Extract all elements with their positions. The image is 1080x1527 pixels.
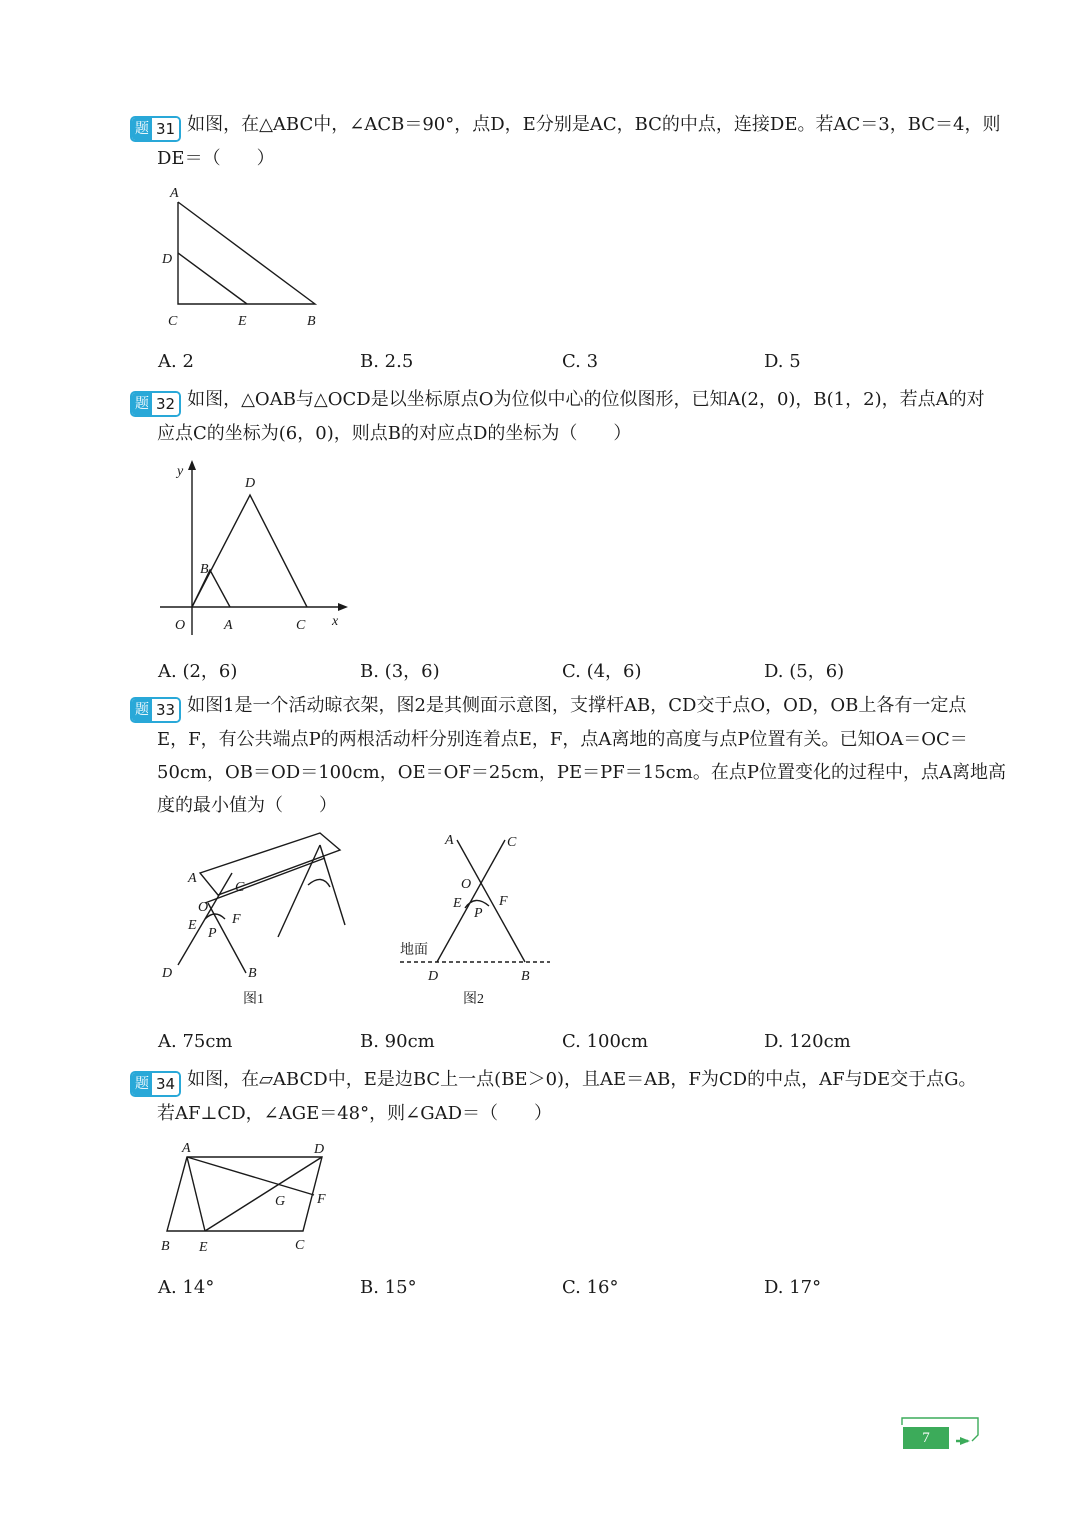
q34-option-d[interactable]: D. 17° [764,1277,822,1298]
q32-option-d[interactable]: D. (5，6) [764,661,845,682]
fig31-label-c: C [168,314,178,329]
question-33-text-4: 度的最小值为（ ） [157,795,337,816]
q32-option-b[interactable]: B. (3，6) [360,661,440,682]
fig33b-label-e: E [453,896,462,911]
q34-option-b[interactable]: B. 15° [360,1277,417,1298]
q32-option-a[interactable]: A. (2，6) [158,661,238,682]
question-33-text-3: 50cm，OB＝OD＝100cm，OE＝OF＝25cm，PE＝PF＝15cm。在点P位置变化的过程中，点A离地高 [157,762,1006,783]
q32-option-c[interactable]: C. (4，6) [562,661,642,682]
q31-option-d[interactable]: D. 5 [764,351,801,372]
question-34 [130,1063,1010,1130]
page-number: 7 [903,1427,949,1449]
x-axis-arrow-icon [338,603,348,611]
q31-option-a[interactable]: A. 2 [158,351,194,372]
q33-option-c[interactable]: C. 100cm [562,1031,649,1052]
fig32-label-b: B [200,562,209,577]
q33-option-b[interactable]: B. 90cm [360,1031,435,1052]
fig33a-label-o: O [198,900,209,915]
fig31-label-d: D [162,252,173,267]
fig33a-label-f: F [232,912,241,927]
fig34-label-f: F [317,1192,326,1207]
q31-option-b[interactable]: B. 2.5 [360,351,414,372]
fig32-label-o: O [175,618,186,633]
question-34-text-1: 如图，在▱ABCD中，E是边BC上一点(BE＞0)，且AE＝AB，F为CD的中点，AF与DE交于点G。 [187,1069,977,1090]
fig34-label-c: C [295,1238,305,1253]
question-31-figure [150,180,340,335]
question-33-text-1: 如图1是一个活动晾衣架，图2是其侧面示意图，支撑杆AB，CD交于点O，OD，OB上各有一定点 [187,695,967,716]
q34-option-c[interactable]: C. 16° [562,1277,619,1298]
question-33-badge: 题 33 [130,697,181,723]
fig33b-label-c: C [507,835,517,850]
fig33a-label-d: D [162,966,173,981]
fig33b-label-f: F [499,894,508,909]
fig33a-label-p: P [208,926,217,941]
question-33-figure-1 [150,825,360,1015]
fig32-label-a: A [224,618,233,633]
question-31-line-1 [130,108,1010,142]
question-34-badge: 题 34 [130,1071,181,1097]
fig33a-label-b: B [248,966,257,981]
fig34-label-d: D [314,1142,325,1157]
q33-option-a[interactable]: A. 75cm [158,1031,233,1052]
question-31 [130,108,1010,175]
fig33b-label-d: D [428,969,439,984]
question-31-badge: 题 31 [130,116,181,142]
fig33a-caption: 图1 [243,992,264,1007]
question-32-text-1: 如图，△OAB与△OCD是以坐标原点O为位似中心的位似图形，已知A(2，0)，B(1，2)，若点A的对 [187,389,985,410]
question-34-figure [150,1135,350,1260]
question-31-text-1: 如图，在△ABC中，∠ACB＝90°，点D，E分别是AC，BC的中点，连接DE。若AC＝3，BC＝4，则 [187,114,1001,135]
fig31-label-b: B [307,314,316,329]
question-33-line-1 [130,689,1010,723]
fig31-label-e: E [238,314,247,329]
q31-option-c[interactable]: C. 3 [562,351,599,372]
fig33b-label-b: B [521,969,530,984]
question-32-text-2: 应点C的坐标为(6，0)，则点B的对应点D的坐标为（ ） [157,423,632,444]
question-34-line-1 [130,1063,1010,1097]
question-32-badge: 题 32 [130,391,181,417]
question-33 [130,689,1010,822]
fig32-label-d: D [245,476,256,491]
question-32-figure [155,455,355,640]
fig33b-label-a: A [445,833,454,848]
q33-option-d[interactable]: D. 120cm [764,1031,851,1052]
fig34-label-e: E [199,1240,208,1255]
question-32-line-1 [130,383,1010,417]
page-number-box [900,1415,980,1451]
question-34-text-2: 若AF⊥CD，∠AGE＝48°，则∠GAD＝（ ） [157,1103,553,1124]
q34-option-a[interactable]: A. 14° [158,1277,215,1298]
fig33a-label-e: E [188,918,197,933]
fig34-label-a: A [182,1141,191,1156]
fig32-label-y: y [177,464,184,479]
fig33a-label-a: A [188,871,197,886]
question-33-text-2: E，F，有公共端点P的两根活动杆分别连着点E，F，点A离地的高度与点P位置有关。已知OA＝OC＝ [157,729,968,750]
fig32-label-c: C [296,618,306,633]
fig32-label-x: x [332,614,339,629]
question-33-figure-2 [395,828,560,1013]
y-axis-arrow-icon [188,460,196,470]
fig33b-label-p: P [474,906,483,921]
fig33a-label-c: C [235,880,245,895]
fig33b-label-o: O [461,877,472,892]
fig31-label-a: A [170,186,179,201]
fig33b-label-ground: 地面 [400,943,428,958]
question-31-text-2: DE＝（ ） [157,148,275,169]
fig33b-caption: 图2 [463,992,484,1007]
fig34-label-g: G [275,1194,286,1209]
question-32 [130,383,1010,450]
fig34-label-b: B [161,1239,170,1254]
